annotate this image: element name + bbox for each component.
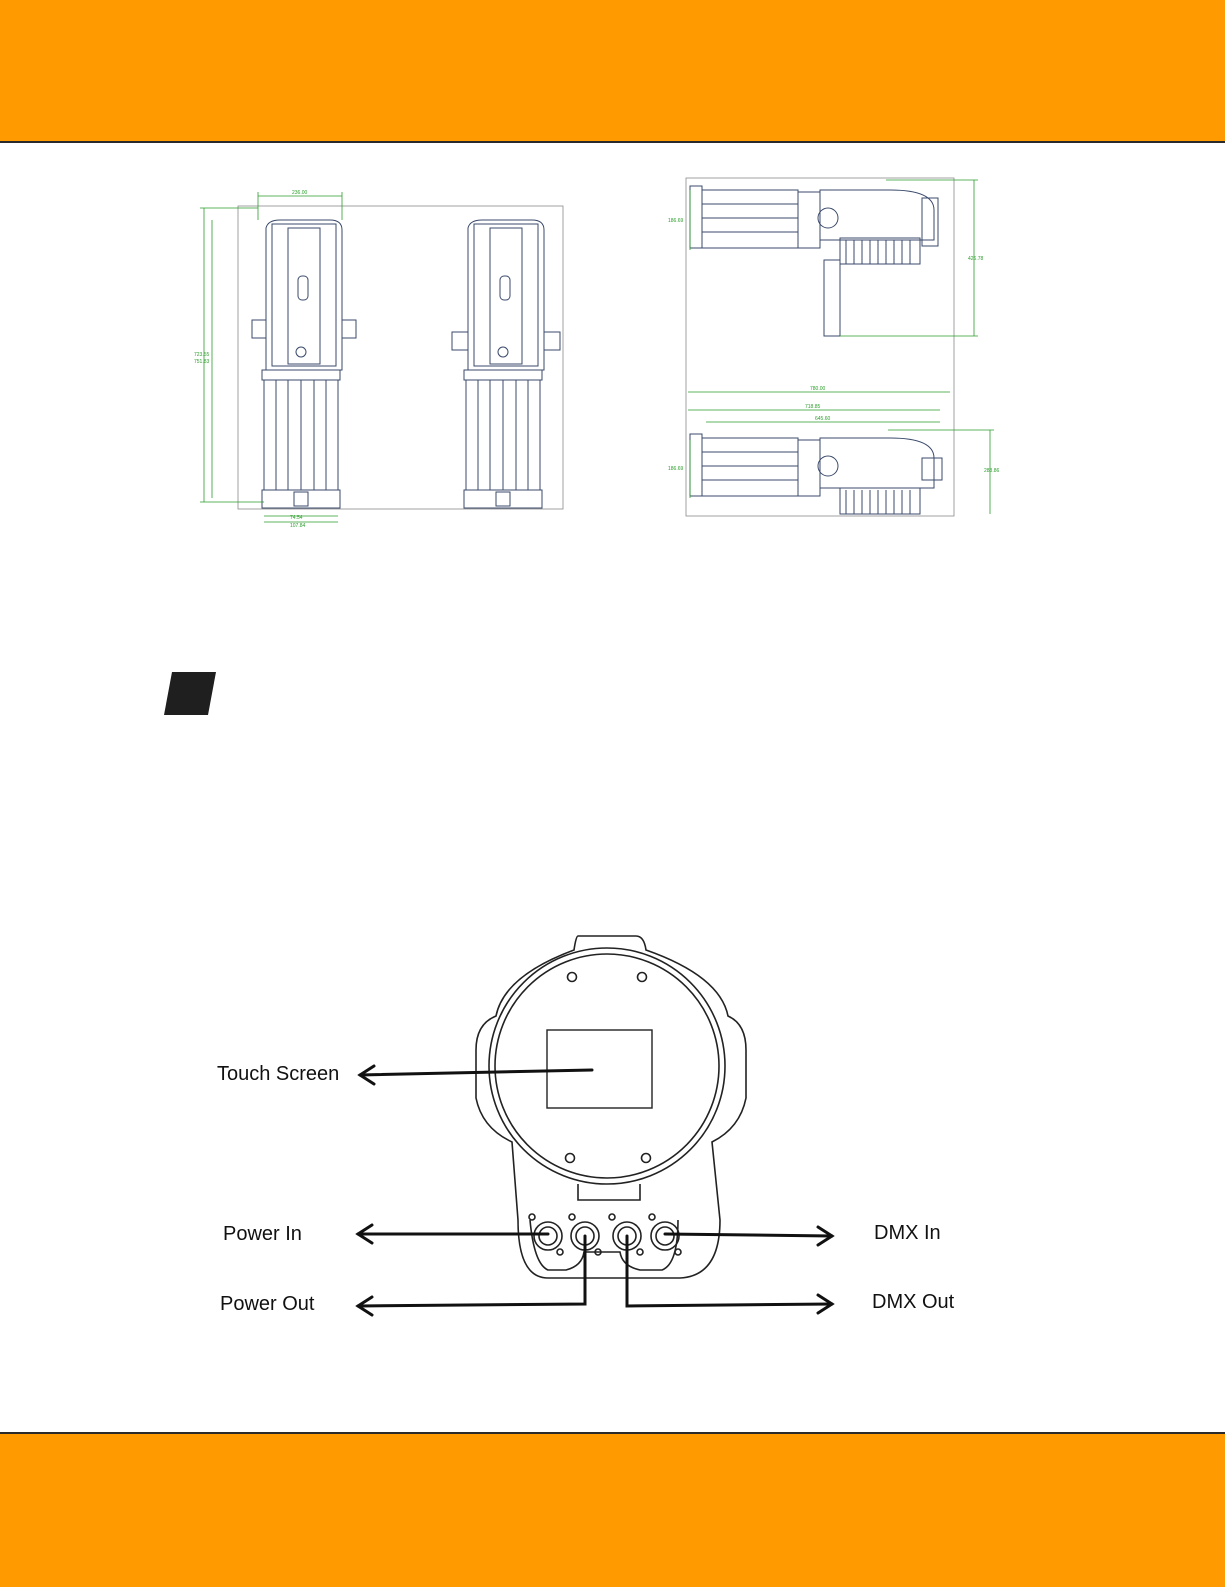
dim-bottom-width-2: 107.84 (290, 523, 306, 529)
dim-height-1: 723.55 (194, 352, 210, 358)
dim-top-width: 236.00 (292, 190, 308, 196)
dmx-in-label: DMX In (874, 1222, 941, 1244)
footer-band (0, 1432, 1225, 1587)
dim-lower-length-2: 718.85 (805, 404, 821, 410)
dim-upper-right-height: 426.78 (968, 256, 984, 262)
power-in-label: Power In (223, 1223, 302, 1245)
dmx-out-label: DMX Out (872, 1291, 955, 1313)
dim-lower-total-length: 780.00 (810, 386, 826, 392)
dim-lower-left-height: 186.69 (668, 466, 684, 472)
section-marker-icon (164, 672, 218, 716)
front-views-drawing (190, 180, 580, 530)
power-out-label: Power Out (220, 1293, 315, 1315)
dim-upper-left-height: 186.69 (668, 218, 684, 224)
dim-bottom-width-1: 74.54 (290, 515, 303, 521)
dim-lower-length-3: 645.60 (815, 416, 831, 422)
header-band (0, 0, 1225, 143)
rear-panel-illustration (200, 920, 1020, 1340)
dim-height-2: 751.83 (194, 359, 210, 365)
side-views-drawing (660, 170, 1010, 520)
touch-screen-label: Touch Screen (217, 1063, 340, 1085)
dim-lower-right-height: 283.86 (984, 468, 1000, 474)
